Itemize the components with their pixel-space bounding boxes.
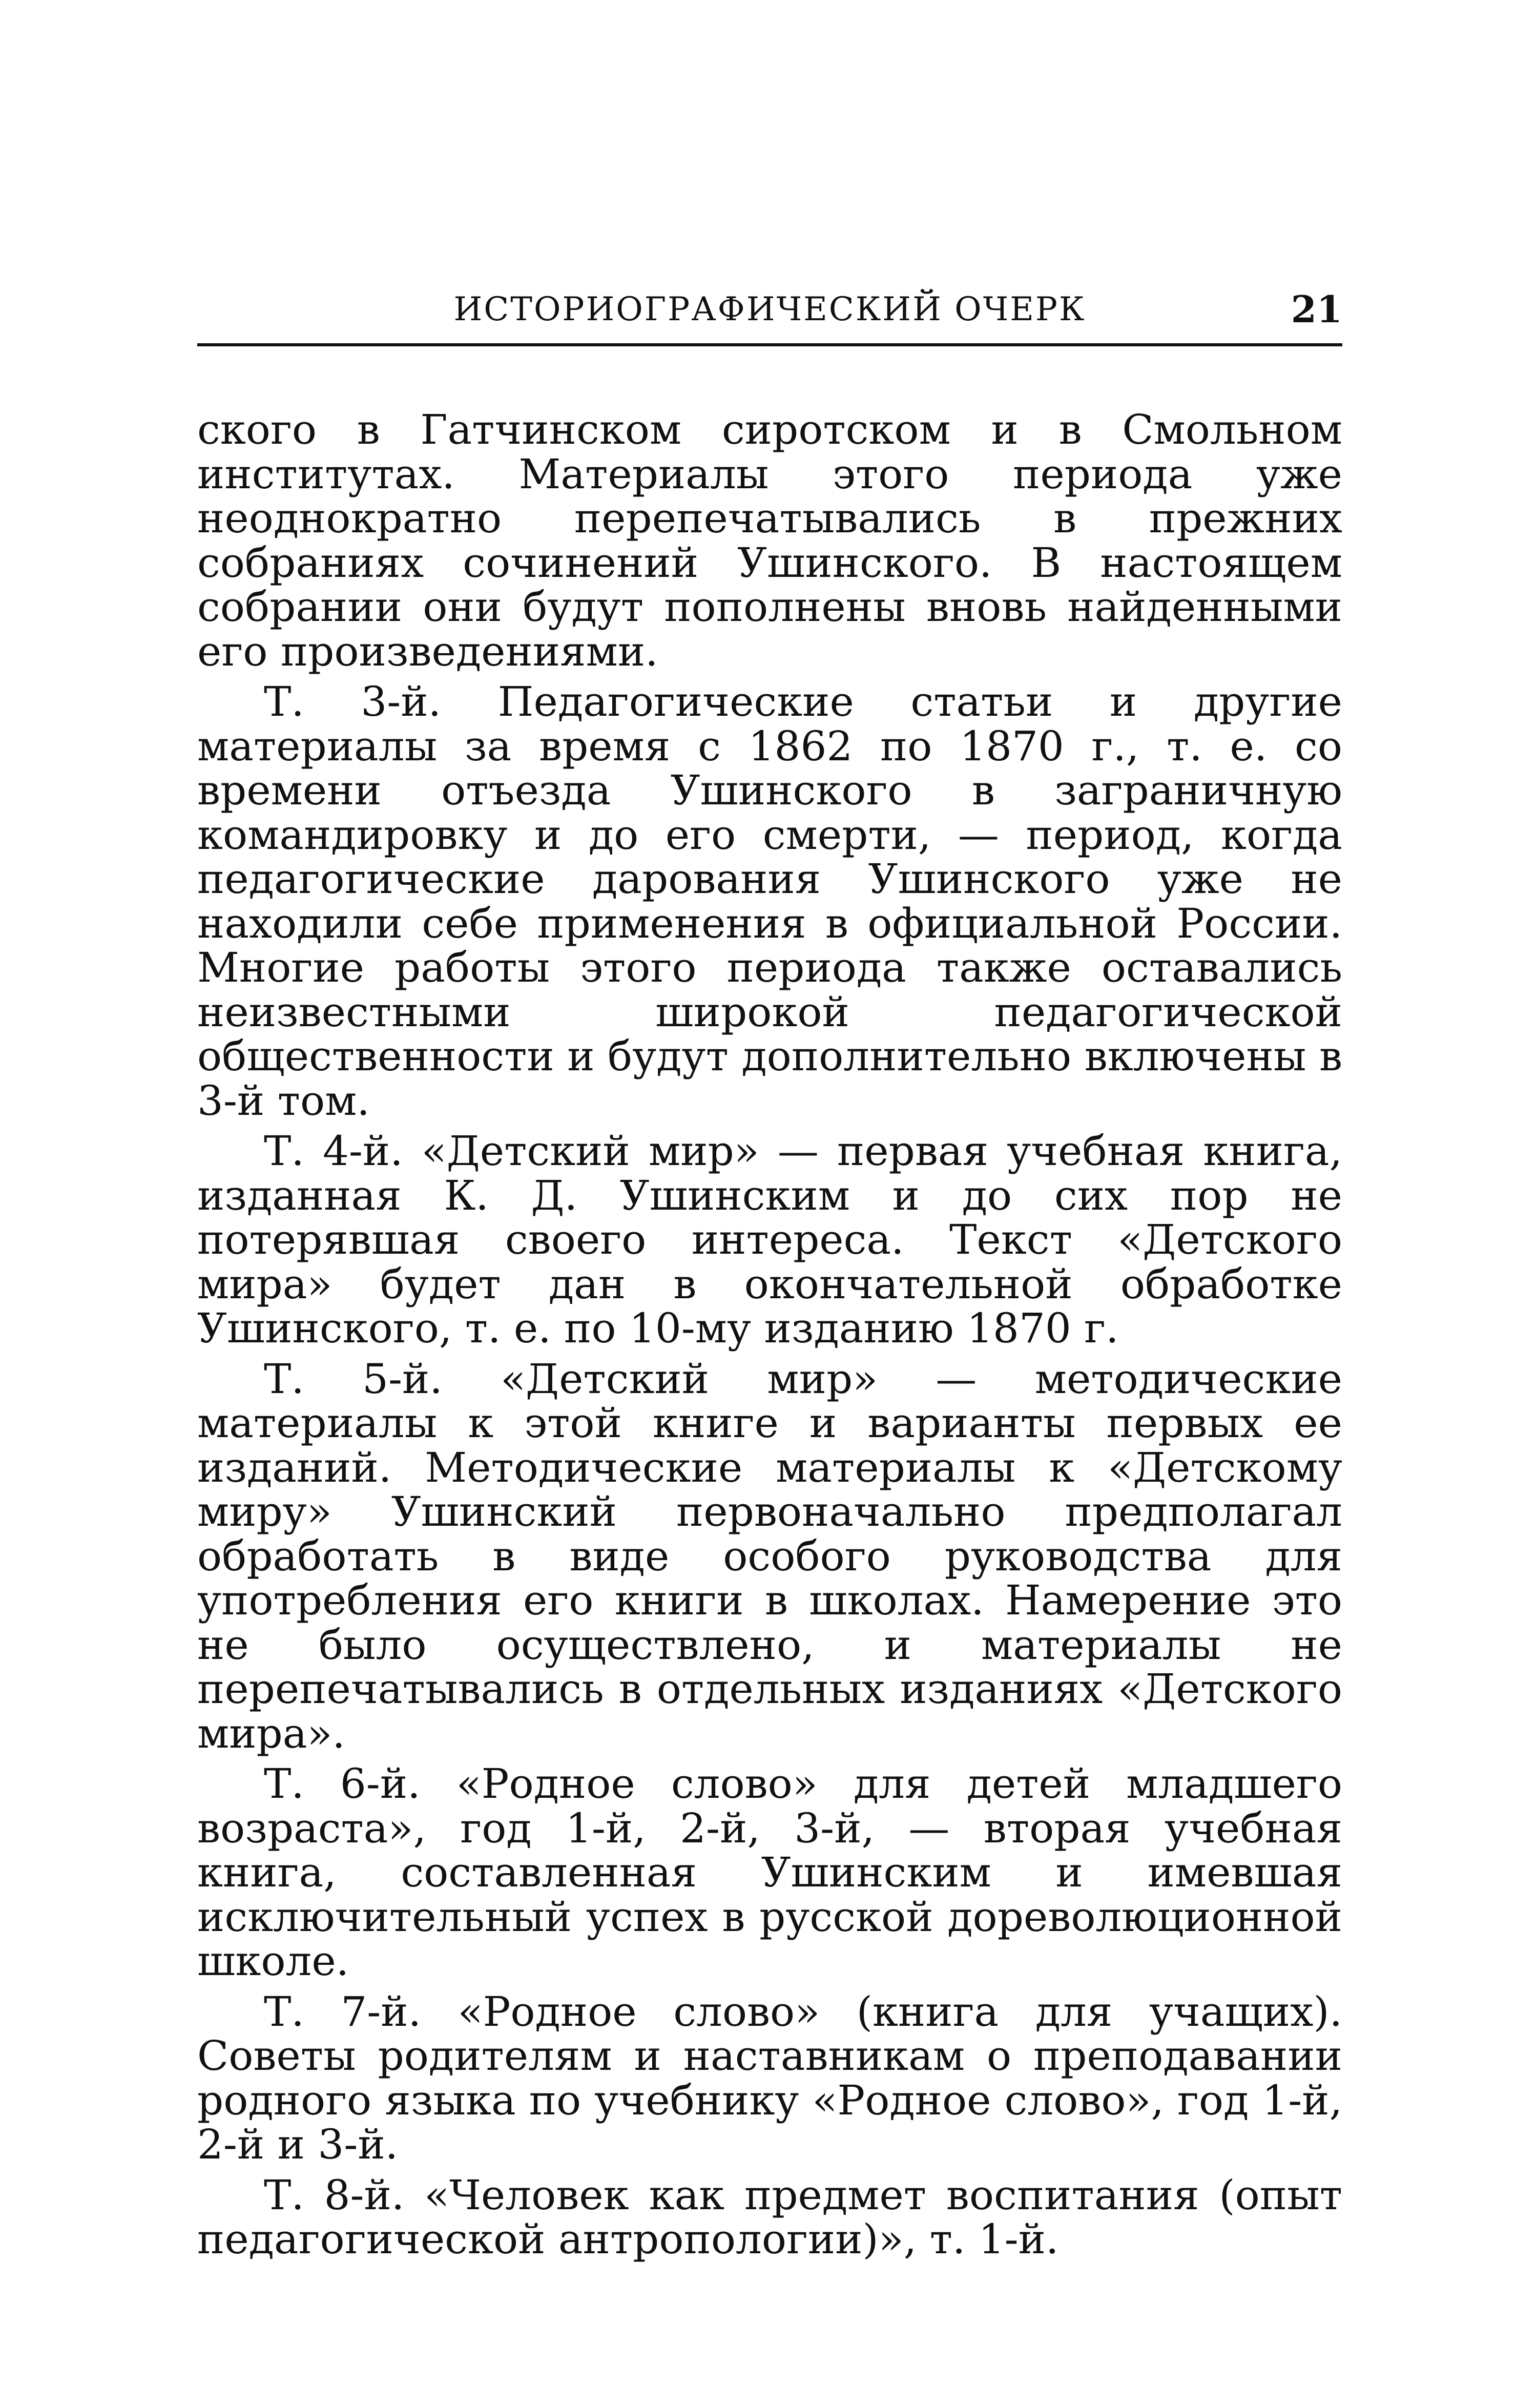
running-title: ИСТОРИОГРАФИЧЕСКИЙ ОЧЕРК xyxy=(453,290,1086,328)
running-head xyxy=(197,287,1342,346)
page-number: 21 xyxy=(1291,287,1342,331)
body-text xyxy=(197,408,1342,2262)
paragraph-volume-3: Т. 3-й. Педагогические статьи и другие материалы за время с 1862 по 1870 г., т. е. со времени отъезда Ушинского в заграничную командировку и до его смерти, — период, когда педагогические дарования Ушинского уже не находили себе применения в официальной России. Многие работы этого периода также оставались неизвестными широкой педагогической общественности и будут дополнительно включены в 3-й том. xyxy=(197,678,1342,1125)
paragraph-volume-8: Т. 8-й. «Человек как предмет воспитания (опыт педагогической антропологии)», т. 1-й. xyxy=(197,2171,1342,2263)
paragraph-volume-7: Т. 7-й. «Родное слово» (книга для учащих). Советы родителям и наставникам о преподавании родного языка по учебнику «Родное слово», год 1-й, 2-й и 3-й. xyxy=(197,1987,1342,2168)
paragraph-volume-4: Т. 4-й. «Детский мир» — первая учебная книга, изданная К. Д. Ушинским и до сих пор не потерявшая своего интереса. Текст «Детского мира» будет дан в окончательной обработке Ушинского, т. е. по 10-му изданию 1870 г. xyxy=(197,1127,1342,1352)
book-page xyxy=(197,287,1342,2262)
paragraph-continuation: ского в Гатчинском сиротском и в Смольном институтах. Материалы этого периода уже неоднократно перепечатывались в прежних собраниях сочинений Ушинского. В настоящем собрании они будут пополнены вновь найденными его произведениями. xyxy=(197,406,1342,675)
paragraph-volume-6: Т. 6-й. «Родное слово» для детей младшего возраста», год 1-й, 2-й, 3-й, — вторая учебная книга, составленная Ушинским и имевшая исключительный успех в русской дореволюционной школе. xyxy=(197,1760,1342,1985)
paragraph-volume-5: Т. 5-й. «Детский мир» — методические материалы к этой книге и варианты первых ее изданий. Методические материалы к «Детскому миру» Ушинский первоначально предполагал обработать в виде особого руководства для употребления его книги в школах. Намерение это не было осуществлено, и материалы не перепечатывались в отдельных изданиях «Детского мира». xyxy=(197,1355,1342,1757)
